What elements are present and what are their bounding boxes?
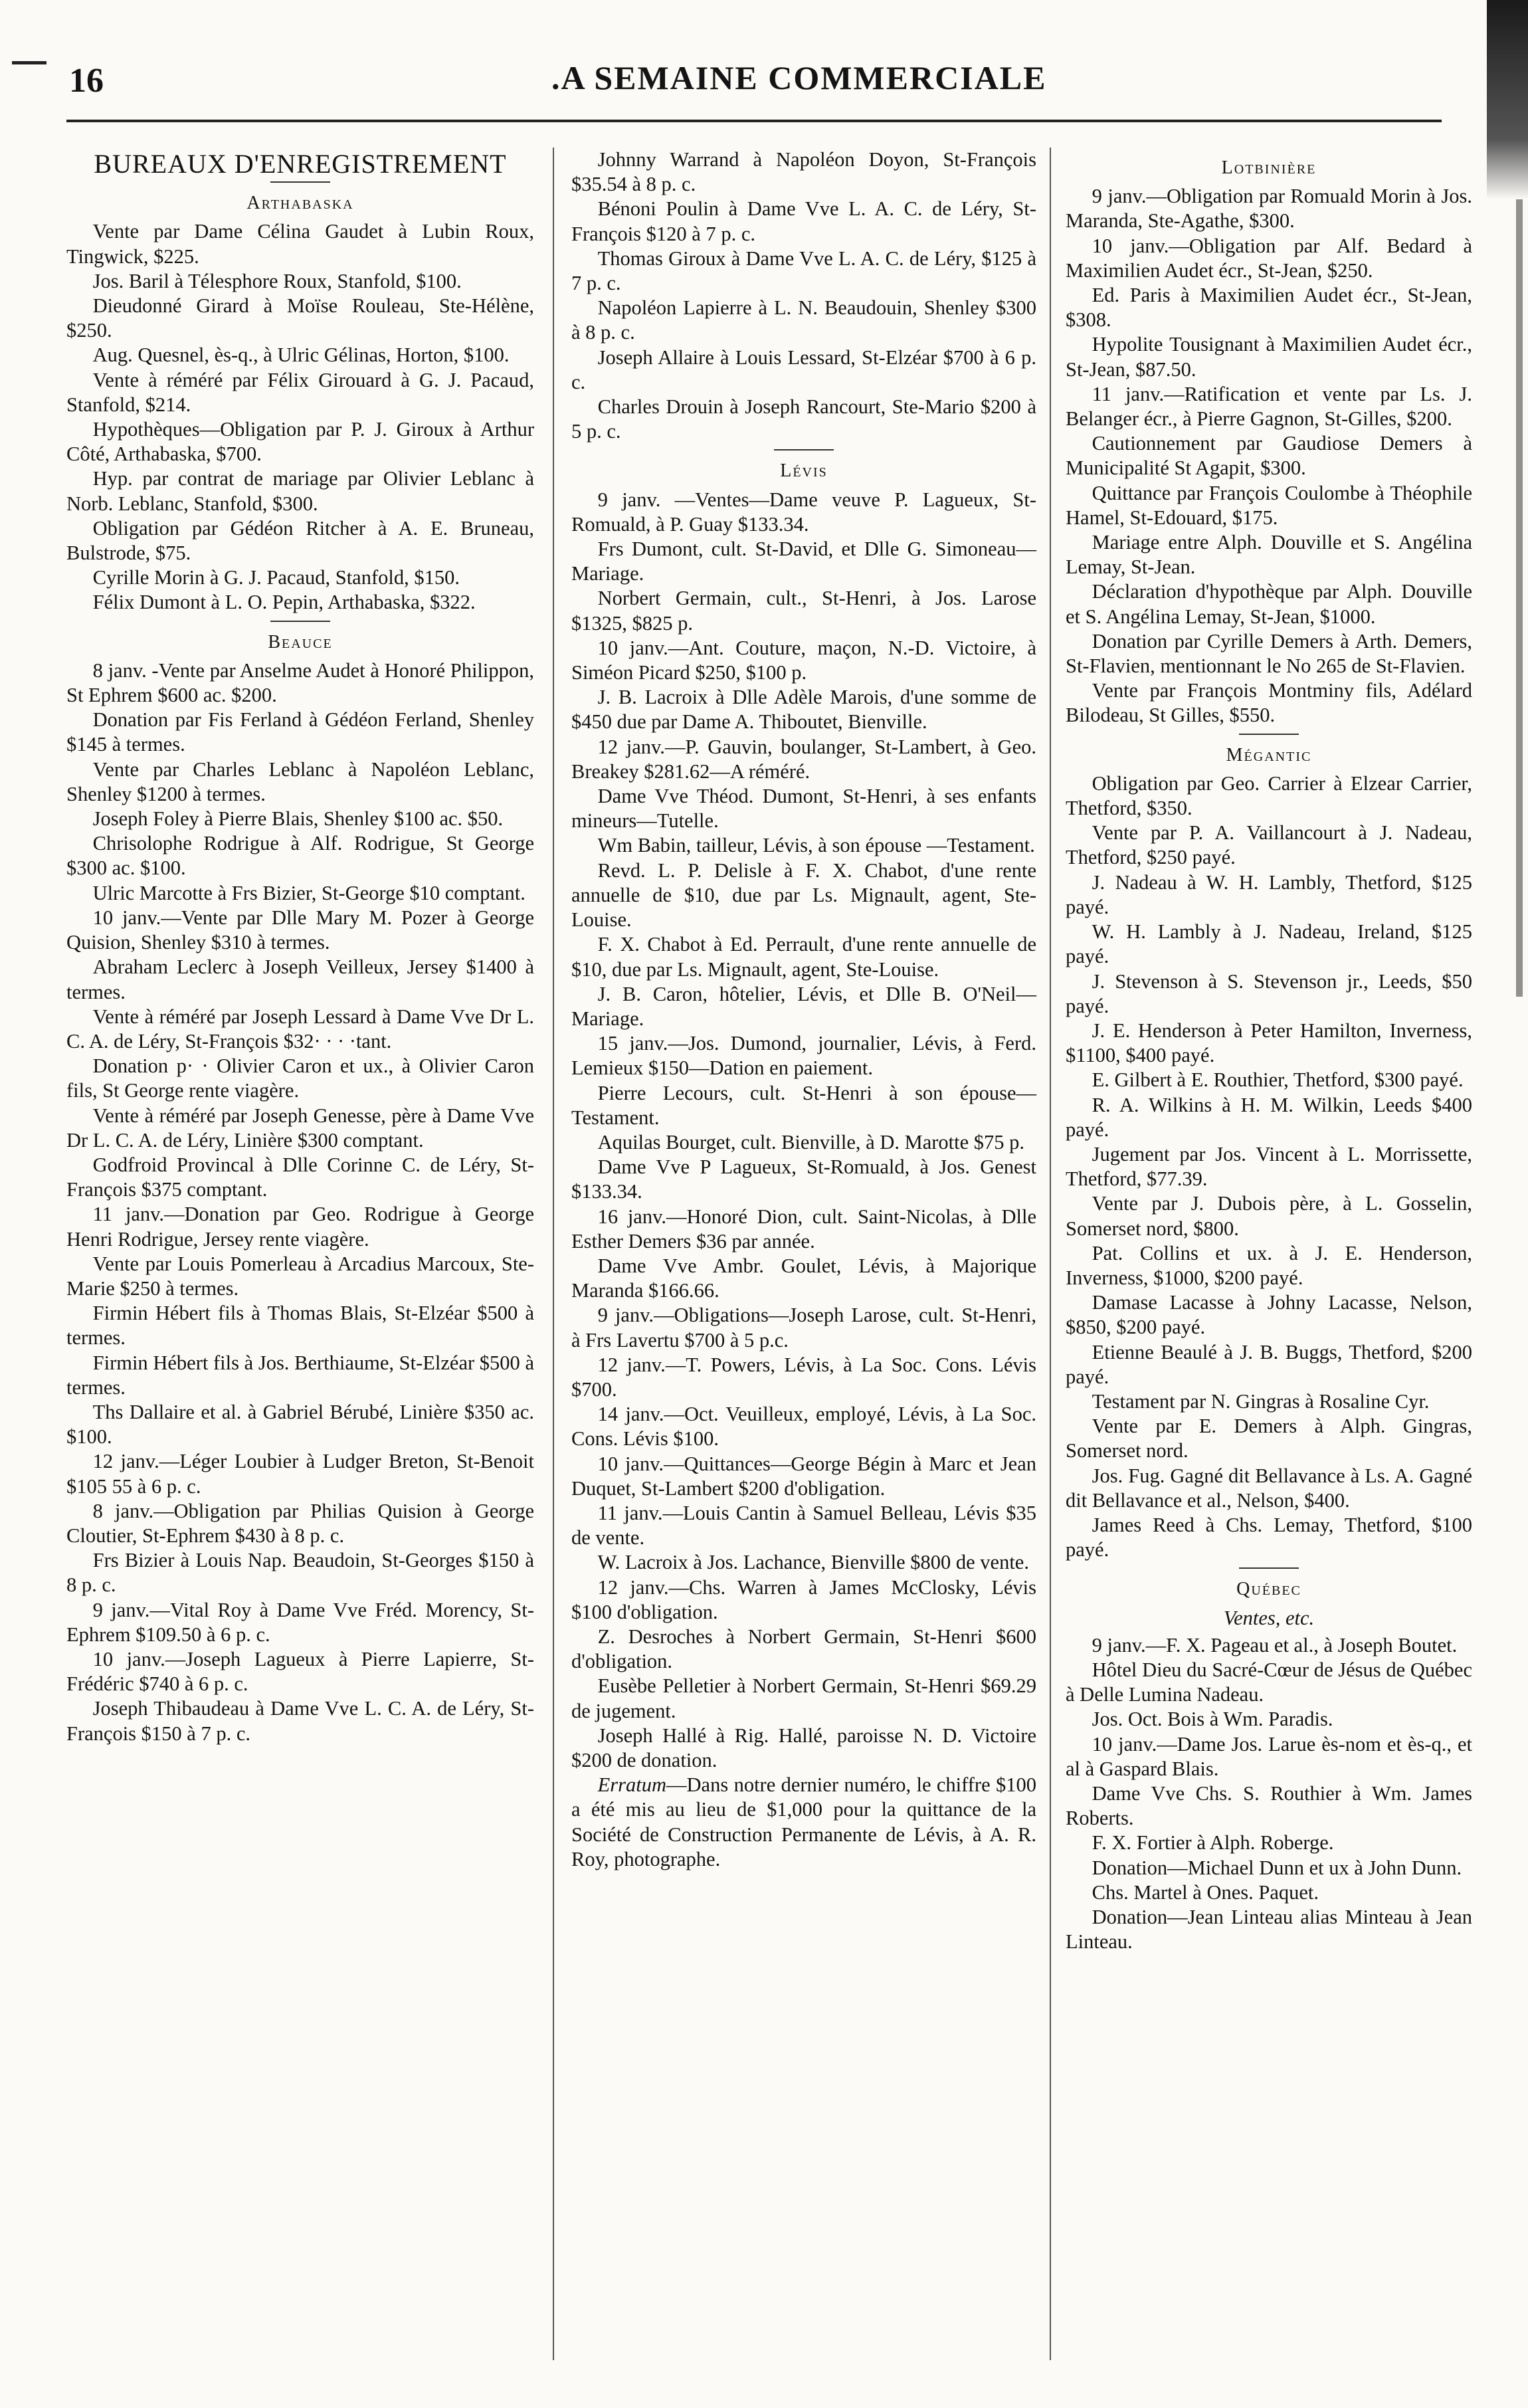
registry-entry: Thomas Giroux à Dame Vve L. A. C. de Léry, $125 à 7 p. c. — [571, 247, 1036, 295]
region-heading: Arthabaska — [246, 193, 354, 214]
registry-entry: Charles Drouin à Joseph Rancourt, Ste-Mario $200 à 5 p. c. — [571, 395, 1036, 443]
registry-entry: Testament par N. Gingras à Rosaline Cyr. — [1092, 1389, 1430, 1413]
registry-entry: Firmin Hébert fils à Thomas Blais, St-Elzéar $500 à termes. — [66, 1302, 534, 1350]
registry-entry: Joseph Thibaudeau à Dame Vve L. C. A. de Léry, St-François $150 à 7 p. c. — [66, 1697, 534, 1745]
registry-entry: Donation p· · Olivier Caron et ux., à Olivier Caron fils, St George rente viagère. — [66, 1054, 534, 1102]
registry-entry: Dame Vve Chs. S. Routhier à Wm. James Roberts. — [1066, 1782, 1472, 1830]
registry-entry: Napoléon Lapierre à L. N. Beaudouin, Shenley $300 à 8 p. c. — [571, 296, 1036, 344]
registry-entry: Vente par Dame Célina Gaudet à Lubin Roux, Tingwick, $225. — [66, 220, 534, 268]
registry-entry: Jos. Fug. Gagné dit Bellavance à Ls. A. Gagné dit Bellavance et al., Nelson, $400. — [1066, 1464, 1472, 1512]
registry-entry: 11 janv.—Louis Cantin à Samuel Belleau, Lévis $35 de vente. — [571, 1501, 1036, 1550]
subheading: Ventes, etc. — [1223, 1606, 1315, 1629]
page-number: 16 — [69, 62, 104, 100]
registry-entry: W. H. Lambly à J. Nadeau, Ireland, $125 payé. — [1066, 920, 1472, 968]
column-right — [1066, 148, 1472, 1954]
registry-entry: Abraham Leclerc à Joseph Veilleux, Jersey $1400 à termes. — [66, 955, 534, 1003]
registry-entry: Jos. Oct. Bois à Wm. Paradis. — [1092, 1708, 1333, 1731]
registry-entry: 10 janv.—Quittances—George Bégin à Marc et Jean Duquet, St-Lambert $200 d'obligation. — [571, 1452, 1036, 1500]
registry-entry: Wm Babin, tailleur, Lévis, à son épouse —Testament. — [597, 834, 1035, 857]
registry-entry: 10 janv.—Ant. Couture, maçon, N.-D. Victoire, à Siméon Picard $250, $100 p. — [571, 636, 1036, 684]
erratum-entry — [571, 1773, 1036, 1872]
registry-entry: Vente à réméré par Joseph Genesse, père à Dame Vve Dr L. C. A. de Léry, Linière $300 comptant. — [66, 1104, 534, 1152]
registry-entry: Jos. Baril à Télesphore Roux, Stanfold, $100. — [92, 269, 462, 292]
registry-entry: J. B. Lacroix à Dlle Adèle Marois, d'une somme de $450 due par Dame A. Thiboutet, Bienville. — [571, 686, 1036, 734]
registry-entry: Chs. Martel à Ones. Paquet. — [1092, 1880, 1319, 1904]
registry-entry: Ths Dallaire et al. à Gabriel Bérubé, Linière $350 ac. $100. — [66, 1400, 534, 1449]
registry-entry: 10 janv.—Dame Jos. Larue ès-nom et ès-q., et al à Gaspard Blais. — [1066, 1732, 1472, 1780]
registry-entry: Quittance par François Coulombe à Théophile Hamel, St-Edouard, $175. — [1066, 481, 1472, 529]
registry-entry: Pierre Lecours, cult. St-Henri à son épouse—Testament. — [571, 1081, 1036, 1129]
registry-entry: Dame Vve Ambr. Goulet, Lévis, à Majorique Maranda $166.66. — [571, 1254, 1036, 1302]
registry-entry: 16 janv.—Honoré Dion, cult. Saint-Nicolas, à Dlle Esther Demers $36 par année. — [571, 1205, 1036, 1253]
registry-entry: Ed. Paris à Maximilien Audet écr., St-Jean, $308. — [1066, 284, 1472, 332]
registry-entry: Ulric Marcotte à Frs Bizier, St-George $10 comptant. — [92, 881, 525, 904]
margin-dash-mark — [12, 61, 47, 64]
registry-entry: Obligation par Geo. Carrier à Elzear Carrier, Thetford, $350. — [1066, 771, 1472, 820]
registry-entry: Aquilas Bourget, cult. Bienville, à D. Marotte $75 p. — [597, 1130, 1025, 1154]
registry-entry: 9 janv.—Obligation par Romuald Morin à Jos. Maranda, Ste-Agathe, $300. — [1066, 185, 1472, 233]
registry-entry: 12 janv.—Léger Loubier à Ludger Breton, St-Benoit $105 55 à 6 p. c. — [66, 1450, 534, 1498]
registry-entry: Donation par Cyrille Demers à Arth. Demers, St-Flavien, mentionnant le No 265 de St-Flavien. — [1066, 629, 1472, 678]
registry-entry: Vente par Charles Leblanc à Napoléon Leblanc, Shenley $1200 à termes. — [66, 757, 534, 805]
region-heading: Québec — [1236, 1579, 1301, 1600]
registry-entry: J. E. Henderson à Peter Hamilton, Inverness, $1100, $400 payé. — [1066, 1019, 1472, 1067]
registry-entry: 8 janv. -Vente par Anselme Audet à Honoré Philippon, St Ephrem $600 ac. $200. — [66, 658, 534, 707]
registry-entry: 9 janv.—Obligations—Joseph Larose, cult. St-Henri, à Frs Lavertu $700 à 5 p.c. — [571, 1304, 1036, 1352]
registry-entry: Vente par E. Demers à Alph. Gingras, Somerset nord. — [1066, 1415, 1472, 1462]
registry-entry: 15 janv.—Jos. Dumond, journalier, Lévis, à Ferd. Lemieux $150—Dation en paiement. — [571, 1032, 1036, 1080]
registry-entry: Hyp. par contrat de mariage par Olivier Leblanc à Norb. Leblanc, Stanfold, $300. — [66, 467, 534, 515]
registry-entry: R. A. Wilkins à H. M. Wilkin, Leeds $400 payé. — [1066, 1093, 1472, 1141]
registry-entry: 10 janv.—Vente par Dlle Mary M. Pozer à George Quision, Shenley $310 à termes. — [66, 906, 534, 954]
column-rule — [553, 148, 554, 2360]
registry-entry: 8 janv.—Obligation par Philias Quision à George Cloutier, St-Ephrem $430 à 8 p. c. — [66, 1499, 534, 1547]
region-heading: Lévis — [780, 460, 828, 482]
registry-entry: F. X. Fortier à Alph. Roberge. — [1092, 1831, 1334, 1855]
section-divider — [1239, 734, 1299, 735]
registry-entry: Donation—Jean Linteau alias Minteau à Jean Linteau. — [1066, 1906, 1472, 1954]
registry-entry: J. Nadeau à W. H. Lambly, Thetford, $125 payé. — [1066, 870, 1472, 918]
registry-entry: Donation par Fis Ferland à Gédéon Ferland, Shenley $145 à termes. — [66, 708, 534, 756]
header-rule — [66, 120, 1442, 122]
registry-entry: Vente à réméré par Joseph Lessard à Dame Vve Dr L. C. A. de Léry, St-François $32· · · ·tant. — [66, 1005, 534, 1053]
column-left — [66, 148, 534, 1746]
registry-entry: 9 janv. —Ventes—Dame veuve P. Lagueux, St-Romuald, à P. Guay $133.34. — [571, 488, 1036, 536]
registry-entry: Joseph Hallé à Rig. Hallé, paroisse N. D. Victoire $200 de donation. — [571, 1724, 1036, 1771]
registry-entry: Vente à réméré par Félix Girouard à G. J. Pacaud, Stanfold, $214. — [66, 368, 534, 416]
registry-entry: Vente par J. Dubois père, à L. Gosselin, Somerset nord, $800. — [1066, 1192, 1472, 1240]
registry-entry: Pat. Collins et ux. à J. E. Henderson, Inverness, $1000, $200 payé. — [1066, 1241, 1472, 1289]
registry-entry: Eusèbe Pelletier à Norbert Germain, St-Henri $69.29 de jugement. — [571, 1674, 1036, 1722]
registry-entry: Aug. Quesnel, ès-q., à Ulric Gélinas, Horton, $100. — [92, 344, 510, 367]
registry-entry: 9 janv.—Vital Roy à Dame Vve Fréd. Morency, St-Ephrem $109.50 à 6 p. c. — [66, 1598, 534, 1646]
region-heading: Beauce — [268, 631, 333, 652]
registry-entry: Frs Dumont, cult. St-David, et Dlle G. Simoneau—Mariage. — [571, 538, 1036, 585]
registry-entry: E. Gilbert à E. Routhier, Thetford, $300 payé. — [1092, 1068, 1464, 1092]
registry-entry: J. Stevenson à S. Stevenson jr., Leeds, $50 payé. — [1066, 969, 1472, 1017]
registry-entry: Donation—Michael Dunn et ux à John Dunn. — [1092, 1856, 1462, 1879]
registry-entry: Cautionnement par Gaudiose Demers à Municipalité St Agapit, $300. — [1066, 432, 1472, 480]
registry-entry: 14 janv.—Oct. Veuilleux, employé, Lévis, à La Soc. Cons. Lévis $100. — [571, 1403, 1036, 1451]
column-middle — [571, 148, 1036, 1872]
registry-entry: W. Lacroix à Jos. Lachance, Bienville $800 de vente. — [597, 1551, 1029, 1574]
section-divider — [270, 181, 330, 183]
section-divider — [270, 621, 330, 622]
registry-entry: Godfroid Provincal à Dlle Corinne C. de Léry, St-François $375 comptant. — [66, 1153, 534, 1201]
registry-entry: Joseph Allaire à Louis Lessard, St-Elzéar $700 à 6 p. c. — [571, 346, 1036, 393]
region-heading: Mégantic — [1226, 744, 1312, 765]
registry-entry: Frs Bizier à Louis Nap. Beaudoin, St-Georges $150 à 8 p. c. — [66, 1549, 534, 1597]
registry-entry: 12 janv.—T. Powers, Lévis, à La Soc. Cons. Lévis $700. — [571, 1353, 1036, 1401]
registry-entry: Firmin Hébert fils à Jos. Berthiaume, St-Elzéar $500 à termes. — [66, 1351, 534, 1399]
registry-entry: 11 janv.—Ratification et vente par Ls. J. Belanger écr., à Pierre Gagnon, St-Gilles, $200. — [1066, 382, 1472, 431]
registry-entry: Hôtel Dieu du Sacré-Cœur de Jésus de Québec à Delle Lumina Nadeau. — [1066, 1658, 1472, 1706]
registry-entry: Damase Lacasse à Johny Lacasse, Nelson, $850, $200 payé. — [1066, 1291, 1472, 1339]
registry-entry: 10 janv.—Obligation par Alf. Bedard à Maximilien Audet écr., St-Jean, $250. — [1066, 234, 1472, 282]
registry-entry: Jugement par Jos. Vincent à L. Morrissette, Thetford, $77.39. — [1066, 1142, 1472, 1191]
registry-entry: Cyrille Morin à G. J. Pacaud, Stanfold, $150. — [92, 566, 460, 589]
registry-entry: 10 janv.—Joseph Lagueux à Pierre Lapierre, St-Frédéric $740 à 6 p. c. — [66, 1647, 534, 1696]
registry-entry: Déclaration d'hypothèque par Alph. Douville et S. Angélina Lemay, St-Jean, $1000. — [1066, 580, 1472, 628]
registry-entry: Vente par P. A. Vaillancourt à J. Nadeau, Thetford, $250 payé. — [1066, 821, 1472, 869]
region-heading: Lotbinière — [1221, 157, 1317, 178]
registry-entry: Johnny Warrand à Napoléon Doyon, St-François $35.54 à 8 p. c. — [571, 148, 1036, 196]
registry-entry: Obligation par Gédéon Ritcher à A. E. Bruneau, Bulstrode, $75. — [66, 516, 534, 565]
scanned-page-edge — [1487, 0, 1528, 199]
registry-entry: James Reed à Chs. Lemay, Thetford, $100 payé. — [1066, 1513, 1472, 1561]
registry-entry: Vente par François Montminy fils, Adélard Bilodeau, St Gilles, $550. — [1066, 679, 1472, 727]
section-divider — [774, 449, 834, 451]
registry-entry: Revd. L. P. Delisle à F. X. Chabot, d'une rente annuelle de $10, due par Ls. Mignault, agent, Ste-Louise. — [571, 858, 1036, 932]
registry-entry: 12 janv.—P. Gauvin, boulanger, St-Lambert, à Geo. Breakey $281.62—A réméré. — [571, 735, 1036, 783]
registry-entry: 9 janv.—F. X. Pageau et al., à Joseph Boutet. — [1092, 1633, 1458, 1656]
erratum-text: —Dans notre dernier numéro, le chiffre $100 a été mis au lieu de $1,000 pour la quittance de la Société de Construction Permanente de Lévis, à A. R. Roy, photographe. — [571, 1773, 1036, 1870]
registry-entry: Dame Vve P Lagueux, St-Romuald, à Jos. Genest $133.34. — [571, 1155, 1036, 1203]
registry-entry: 12 janv.—Chs. Warren à James McClosky, Lévis $100 d'obligation. — [571, 1575, 1036, 1623]
erratum-label: Erratum — [597, 1773, 667, 1797]
registry-entry: Chrisolophe Rodrigue à Alf. Rodrigue, St George $300 ac. $100. — [66, 832, 534, 880]
registry-entry: Mariage entre Alph. Douville et S. Angélina Lemay, St-Jean. — [1066, 531, 1472, 579]
registry-entry: Hypothèques—Obligation par P. J. Giroux à Arthur Côté, Arthabaska, $700. — [66, 418, 534, 466]
registry-entry: Bénoni Poulin à Dame Vve L. A. C. de Léry, St-François $120 à 7 p. c. — [571, 197, 1036, 245]
section-title: BUREAUX D'ENREGISTREMENT — [94, 149, 507, 179]
registry-entry: Joseph Foley à Pierre Blais, Shenley $100 ac. $50. — [92, 807, 504, 831]
registry-entry: Vente par Louis Pomerleau à Arcadius Marcoux, Ste-Marie $250 à termes. — [66, 1252, 534, 1300]
registry-entry: Dieudonné Girard à Moïse Rouleau, Ste-Hélène, $250. — [66, 294, 534, 342]
scanned-page-edge-shadow — [1516, 199, 1523, 997]
registry-entry: 11 janv.—Donation par Geo. Rodrigue à George Henri Rodrigue, Jersey rente viagère. — [66, 1203, 534, 1251]
registry-entry: F. X. Chabot à Ed. Perrault, d'une rente annuelle de $10, due par Ls. Mignault, agent, Ste-Louise. — [571, 933, 1036, 981]
registry-entry: Z. Desroches à Norbert Germain, St-Henri $600 d'obligation. — [571, 1625, 1036, 1673]
registry-entry: Hypolite Tousignant à Maximilien Audet écr., St-Jean, $87.50. — [1066, 333, 1472, 381]
registry-entry: Norbert Germain, cult., St-Henri, à Jos. Larose $1325, $825 p. — [571, 587, 1036, 635]
page-title: .A SEMAINE COMMERCIALE — [551, 59, 1047, 96]
registry-entry: Etienne Beaulé à J. B. Buggs, Thetford, $200 payé. — [1066, 1340, 1472, 1388]
registry-entry: Félix Dumont à L. O. Pepin, Arthabaska, $322. — [92, 591, 476, 614]
column-rule — [1050, 148, 1051, 2360]
section-divider — [1239, 1567, 1299, 1569]
registry-entry: J. B. Caron, hôtelier, Lévis, et Dlle B. O'Neil—Mariage. — [571, 982, 1036, 1030]
registry-entry: Dame Vve Théod. Dumont, St-Henri, à ses enfants mineurs—Tutelle. — [571, 785, 1036, 833]
